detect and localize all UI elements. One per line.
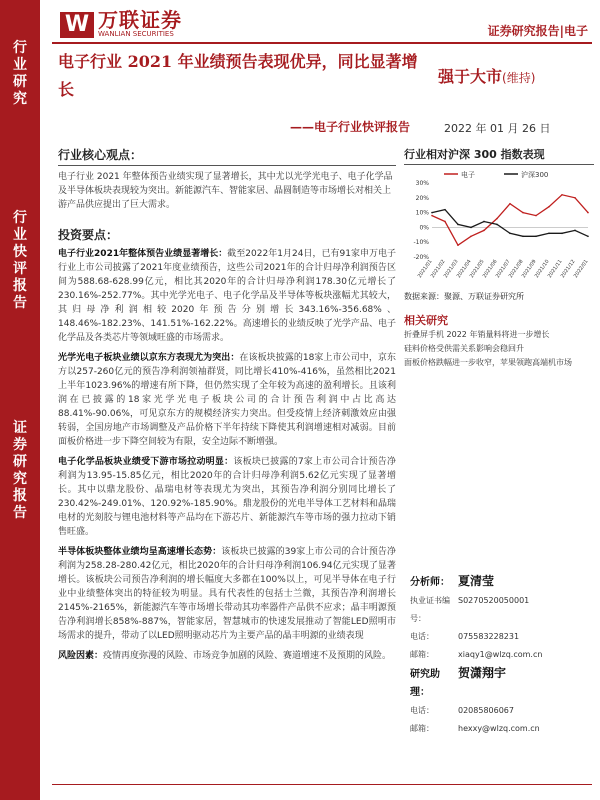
related-heading: 相关研究 bbox=[404, 314, 448, 327]
data-point bbox=[483, 230, 485, 232]
data-point bbox=[587, 235, 589, 237]
legend-label: 电子 bbox=[461, 171, 475, 179]
related-item[interactable]: 硅料价格受供需关系影响会稳回升 bbox=[404, 344, 524, 353]
rating-main: 强于大市 bbox=[438, 67, 503, 86]
series-line-1 bbox=[432, 210, 588, 237]
series-line-0 bbox=[432, 195, 588, 245]
data-point bbox=[496, 218, 498, 220]
chart-source: 数据来源：聚源、万联证券研究所 bbox=[404, 292, 524, 301]
related-item[interactable]: 折叠屏手机 2022 年销量料将进一步增长 bbox=[404, 330, 550, 339]
invest-point-text: 该板块已披露的39家上市公司的合计预告净利润为258.28-280.42亿元，相比2020年的合计归母净利润106.94亿元实现了显著增长。该板块公司预告净利润的增长幅度大多都在100%以上，可见半导体在电子行业中业绩整体突出的特征较为明显。具有代表性的包括士兰微，其预告净利润增长2145%-2165%，新能源汽车等市场增长带动其功率器件产品供不应求；晶丰明源预告净利润增长858%-887%，智能家居，智慧城市的快速发展推动了智能LED照明市场需求的提升，带动了以LED照明驱动芯片为主要产品的晶丰明源的业绩表现 bbox=[58, 547, 396, 641]
logo-icon: W bbox=[60, 12, 94, 38]
x-tick-label: 2021/03 bbox=[442, 258, 460, 280]
rating bbox=[438, 64, 535, 87]
core-heading: 行业核心观点： bbox=[58, 146, 396, 166]
relative-performance-chart bbox=[404, 165, 594, 285]
data-point bbox=[548, 206, 550, 208]
data-point bbox=[470, 235, 472, 237]
right-column bbox=[404, 146, 594, 370]
invest-point-lead: 电子化学品板块业绩受下游市场拉动明显： bbox=[58, 457, 234, 467]
data-point bbox=[535, 235, 537, 237]
y-tick-label: 0% bbox=[419, 224, 429, 232]
legend-label: 沪深300 bbox=[521, 171, 549, 179]
analyst-contact-row bbox=[410, 646, 594, 664]
x-tick-label: 2021/04 bbox=[455, 258, 473, 280]
data-point bbox=[522, 235, 524, 237]
sidebar bbox=[0, 0, 40, 800]
invest-point-text: 在该板块披露的18家上市公司中，京东方以257-260亿元的预告净利润领袖群贤，同比增长410%-416%，虽然相比2021上半年1023.96%的增速有所下降，但仍然实现了全年较为高速的盈利增长。且该利润在已披露的18家光学光电子板块公司的合计预告利润中占比高达88.41%-90.06%，可见京东方的规模经济实力突出。但受疫情上经济刺激效应由强转弱，全国房地产市场调整及产品价格下半年持续下降使其利润增速相对减弱。目前面板价格进一步下降空间较为有限，安全边际不断增强。 bbox=[58, 353, 396, 447]
core-text: 电子行业 2021 年整体预告业绩实现了显著增长，其中尤以光学光电子、电子化学品及半导体板块表现较为突出。新能源汽车、智能家居、晶圆制造等市场增长对相关上游产品供应提出了巨大需求。 bbox=[58, 172, 393, 210]
data-point bbox=[522, 212, 524, 214]
contact-value: 075583228231 bbox=[458, 632, 520, 641]
report-date: 2022 年 01 月 26 日 bbox=[444, 122, 551, 135]
data-point bbox=[574, 197, 576, 199]
invest-point bbox=[58, 545, 396, 643]
y-tick-label: 20% bbox=[415, 194, 429, 202]
data-point bbox=[496, 224, 498, 226]
x-tick-label: 2021/12 bbox=[559, 258, 577, 280]
contact-value: hexxy@wlzq.com.cn bbox=[458, 724, 540, 733]
x-tick-label: 2021/05 bbox=[468, 258, 486, 280]
data-point bbox=[561, 233, 563, 235]
data-point bbox=[483, 221, 485, 223]
invest-point-text: 截至2022年1月24日，已有91家申万电子行业上市公司披露了2021年度业绩预告，这些公司2021年的合计归母净利润预告区间为588.68-628.99亿元，相比其2020年的合计归母净利润178.30亿元增长了230.16%-252.77%。其中光学光电子、电子化学品及半导体等板块涨幅尤其较大，其归母净利润相较2020年预告分别增长343.16%-356.68%、148.46%-182.23%、141.51%-162.22%。高速增长的业绩反映了光学产品、电子化学品及各类芯片等领域旺盛的市场需求。 bbox=[58, 249, 396, 343]
data-point bbox=[457, 224, 459, 226]
sidebar-label-industry-research: 行 业 研 究 bbox=[13, 40, 27, 107]
contact-label: 邮箱： bbox=[410, 650, 434, 659]
x-tick-label: 2022/01 bbox=[572, 258, 590, 280]
x-tick-label: 2021/01 bbox=[416, 258, 434, 280]
chart-heading: 行业相对沪深 300 指数表现 bbox=[404, 146, 594, 165]
data-point bbox=[470, 227, 472, 229]
invest-heading: 投资要点： bbox=[58, 228, 119, 242]
data-point bbox=[509, 203, 511, 205]
rating-sub: (维持) bbox=[502, 71, 536, 85]
report-type: 证券研究报告|电子 bbox=[487, 24, 588, 38]
contact-value: S0270520050001 bbox=[458, 596, 530, 605]
invest-point bbox=[58, 247, 396, 345]
x-tick-label: 2021/06 bbox=[481, 258, 499, 280]
contact-value: xiaqy1@wlzq.com.cn bbox=[458, 650, 543, 659]
brand-logo bbox=[60, 10, 182, 39]
main-content bbox=[58, 146, 396, 669]
data-point bbox=[587, 212, 589, 214]
sidebar-label-quick-review: 行 业 快 评 报 告 bbox=[13, 210, 27, 311]
data-point bbox=[431, 212, 433, 214]
invest-point-lead: 风险因素： bbox=[58, 651, 104, 661]
data-point bbox=[444, 221, 446, 223]
page-header bbox=[52, 8, 592, 44]
x-tick-label: 2021/09 bbox=[520, 258, 538, 280]
y-tick-label: -20% bbox=[413, 254, 429, 261]
analyst-contact-row bbox=[410, 628, 594, 646]
contact-value: 02085806067 bbox=[458, 706, 514, 715]
contact-label: 电话： bbox=[410, 706, 434, 715]
data-point bbox=[509, 233, 511, 235]
invest-point bbox=[58, 649, 396, 663]
invest-point-lead: 光学光电子板块业绩以京东方表现尤为突出： bbox=[58, 353, 240, 363]
contact-label: 邮箱： bbox=[410, 724, 434, 733]
data-point bbox=[561, 194, 563, 196]
invest-point bbox=[58, 455, 396, 539]
x-tick-label: 2021/11 bbox=[546, 258, 564, 280]
data-point bbox=[444, 209, 446, 211]
analyst-role: 分析师： bbox=[410, 577, 450, 588]
y-tick-label: 30% bbox=[415, 180, 429, 187]
data-point bbox=[548, 233, 550, 235]
y-tick-label: -10% bbox=[413, 239, 429, 247]
data-point bbox=[535, 215, 537, 217]
y-tick-label: 10% bbox=[415, 209, 429, 217]
brand-name-en: WANLIAN SECURITIES bbox=[98, 30, 174, 38]
analyst-contact-row bbox=[410, 592, 594, 628]
invest-point-lead: 半导体板块整体业绩均呈高速增长态势： bbox=[58, 547, 222, 557]
assistant-name: 贺潇翔宇 bbox=[458, 666, 507, 680]
x-tick-label: 2021/08 bbox=[507, 258, 525, 280]
contact-label: 电话： bbox=[410, 632, 434, 641]
contact-label: 执业证书编号： bbox=[410, 596, 450, 623]
analyst-block bbox=[410, 572, 594, 738]
data-point bbox=[457, 244, 459, 246]
x-tick-label: 2021/02 bbox=[429, 258, 447, 280]
data-point bbox=[431, 215, 433, 217]
related-item[interactable]: 面板价格跌幅进一步收窄，苹果领跑高端机市场 bbox=[404, 358, 572, 367]
brand-name-cn: 万联证券 bbox=[98, 8, 182, 32]
invest-point bbox=[58, 351, 396, 449]
report-subtitle: ——电子行业快评报告 bbox=[290, 120, 411, 134]
report-title: 电子行业 2021 年业绩预告表现优异，同比显著增长 bbox=[58, 52, 418, 99]
assistant-role: 研究助理： bbox=[410, 669, 440, 698]
analyst-contact-row bbox=[410, 702, 594, 720]
x-tick-label: 2021/10 bbox=[533, 258, 551, 280]
sidebar-label-securities-report: 证 券 研 究 报 告 bbox=[13, 420, 27, 521]
x-tick-label: 2021/07 bbox=[494, 258, 512, 280]
data-point bbox=[574, 230, 576, 232]
invest-point-text: 该板块已披露的7家上市公司合计预告净利润为13.95-15.85亿元，相比2020年的合计归母净利润5.62亿元实现了显著增长。其中以鼎龙股份、晶瑞电材等表现尤为突出，其预告净利润分别同比增长了230.42%-249.01%、120.92%-185.90%。鼎龙股份的光电半导体工艺材料和晶瑞电材的光刻胶与锂电池材料等产品均在下游芯片、新能源汽车等市场的强力拉动下销售旺盛。 bbox=[58, 457, 396, 537]
invest-point-text: 疫情再度弥漫的风险、市场竞争加剧的风险、赛道增速不及预期的风险。 bbox=[103, 651, 392, 661]
analyst-contact-row bbox=[410, 720, 594, 738]
invest-point-lead: 电子行业2021年整体预告业绩显著增长： bbox=[58, 249, 228, 259]
footer-rule bbox=[52, 784, 592, 785]
analyst-name: 夏清莹 bbox=[458, 574, 495, 588]
